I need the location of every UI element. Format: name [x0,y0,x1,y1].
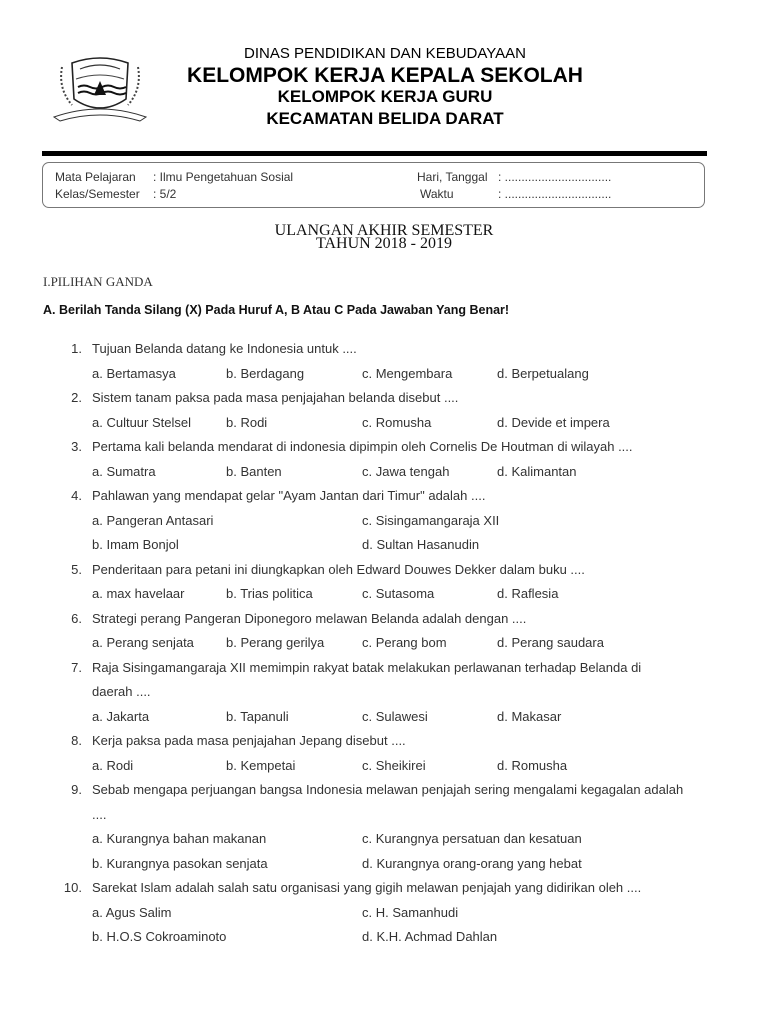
answer-option[interactable]: a. Perang senjata [92,635,194,650]
exam-title: ULANGAN AKHIR SEMESTER [274,222,494,239]
answer-option[interactable]: c. Perang bom [362,635,447,650]
question-text: Strategi perang Pangeran Diponegoro melawan Belanda adalah dengan .... [92,610,527,626]
regency-emblem-logo [52,55,148,123]
question-text: Pertama kali belanda mendarat di indonesia dipimpin oleh Cornelis De Houtman di wilayah .... [92,439,633,454]
subject-value: : Ilmu Pengetahuan Sosial [153,170,294,184]
exam-info-box [42,162,705,208]
option-row [0,533,768,558]
question-text: daerah .... [92,684,151,699]
option-row [0,631,768,656]
question-number: 10. [63,880,82,895]
question-list [0,337,768,950]
answer-option[interactable]: b. Imam Bonjol [92,537,179,552]
question-row [0,778,768,803]
answer-option[interactable]: a. Pangeran Antasari [92,512,214,528]
option-row [0,509,768,534]
class-label: Kelas/Semester [55,187,140,201]
question-row [0,656,768,681]
option-row [0,901,768,926]
header-divider [42,151,707,156]
question-number: 5. [71,561,82,577]
option-row [0,411,768,436]
question-text: Sistem tanam paksa pada masa penjajahan belanda disebut .... [92,390,459,405]
answer-option[interactable]: b. Banten [226,463,282,479]
answer-option[interactable]: c. Mengembara [362,365,453,381]
class-value: : 5/2 [153,187,177,201]
answer-option[interactable]: b. H.O.S Cokroaminoto [92,929,227,944]
question-row [0,680,768,705]
question-text: Raja Sisingamangaraja XII memimpin rakyat batak melakukan perlawanan terhadap Belanda di [92,659,642,675]
question-row [0,484,768,509]
question-text: Sarekat Islam adalah salah satu organisasi yang gigih melawan penjajah yang didirikan oleh .... [92,880,642,895]
option-row [0,582,768,607]
answer-option[interactable]: c. Kurangnya persatuan dan kesatuan [362,831,582,846]
answer-option[interactable]: a. Rodi [92,757,134,773]
question-number: 9. [71,782,82,797]
question-text: Kerja paksa pada masa penjajahan Jepang disebut .... [92,733,406,748]
answer-option[interactable]: c. Sisingamangaraja XII [362,512,500,528]
question-row [0,876,768,901]
answer-option[interactable]: b. Rodi [226,414,268,430]
question-number: 3. [71,439,82,454]
instruction: A. Berilah Tanda Silang (X) Pada Huruf A, B Atau C Pada Jawaban Yang Benar! [43,303,510,317]
answer-option[interactable]: c. H. Samanhudi [362,904,459,920]
answer-option[interactable]: d. Makasar [497,708,562,724]
answer-option[interactable]: d. Kalimantan [497,463,577,479]
answer-option[interactable]: c. Sulawesi [362,708,428,724]
answer-option[interactable]: b. Kempetai [226,757,296,773]
answer-option[interactable]: d. Berpetualang [497,365,589,381]
option-row [0,754,768,779]
header-group-teachers: KELOMPOK KERJA GURU [277,87,493,106]
time-value: : ................................ [498,187,612,201]
option-row [0,827,768,852]
question-row [0,558,768,583]
answer-option[interactable]: d. Romusha [497,757,568,773]
header-district: KECAMATAN BELIDA DARAT [266,109,504,128]
answer-option[interactable]: c. Sheikirei [362,757,426,773]
time-label: Waktu [420,187,454,201]
answer-option[interactable]: b. Kurangnya pasokan senjata [92,855,268,871]
date-label: Hari, Tanggal [417,170,488,184]
question-number: 8. [71,733,82,748]
answer-option[interactable]: a. Cultuur Stelsel [92,414,191,430]
answer-option[interactable]: b. Trias politica [226,586,313,601]
answer-option[interactable]: a. Agus Salim [92,904,172,920]
answer-option[interactable]: c. Romusha [362,414,432,430]
date-value: : ................................ [498,170,612,184]
question-number: 1. [71,341,82,356]
question-number: 4. [71,488,82,503]
question-number: 2. [71,390,82,405]
option-row [0,705,768,730]
question-row [0,386,768,411]
question-row [0,803,768,828]
answer-option[interactable]: b. Berdagang [226,365,305,381]
question-row [0,607,768,632]
answer-option[interactable]: d. Kurangnya orang-orang yang hebat [362,855,582,871]
question-text: Pahlawan yang mendapat gelar "Ayam Jantan dari Timur" adalah .... [92,488,486,503]
question-row [0,729,768,754]
header-agency: DINAS PENDIDIKAN DAN KEBUDAYAAN [243,45,526,62]
question-number: 6. [71,610,82,626]
answer-option[interactable]: b. Tapanuli [226,708,289,724]
question-row [0,435,768,460]
header-group-principals: KELOMPOK KERJA KEPALA SEKOLAH [187,64,583,87]
question-text: .... [92,806,107,822]
exam-year: TAHUN 2018 - 2019 [315,235,453,252]
answer-option[interactable]: a. max havelaar [92,586,185,601]
question-text: Tujuan Belanda datang ke Indonesia untuk .... [92,341,357,356]
section-heading: I.PILIHAN GANDA [43,274,153,289]
option-row [0,460,768,485]
answer-option[interactable]: c. Sutasoma [362,586,435,601]
option-row [0,852,768,877]
answer-option[interactable]: a. Kurangnya bahan makanan [92,831,267,846]
option-row [0,362,768,387]
answer-option[interactable]: d. K.H. Achmad Dahlan [362,929,498,944]
answer-option[interactable]: d. Sultan Hasanudin [362,537,480,552]
subject-label: Mata Pelajaran [55,170,136,184]
question-row [0,337,768,362]
answer-option[interactable]: b. Perang gerilya [226,635,325,650]
option-row [0,925,768,950]
answer-option[interactable]: d. Raflesia [497,586,559,601]
question-number: 7. [71,659,82,675]
question-text: Penderitaan para petani ini diungkapkan oleh Edward Douwes Dekker dalam buku .... [92,561,585,577]
answer-option[interactable]: a. Bertamasya [92,365,176,381]
question-text: Sebab mengapa perjuangan bangsa Indonesia melawan penjajah sering mengalami kegagalan adalah [92,782,684,797]
answer-option[interactable]: a. Sumatra [92,463,156,479]
answer-option[interactable]: a. Jakarta [92,708,150,724]
answer-option[interactable]: c. Jawa tengah [362,463,450,479]
answer-option[interactable]: d. Devide et impera [497,414,610,430]
answer-option[interactable]: d. Perang saudara [497,635,604,650]
